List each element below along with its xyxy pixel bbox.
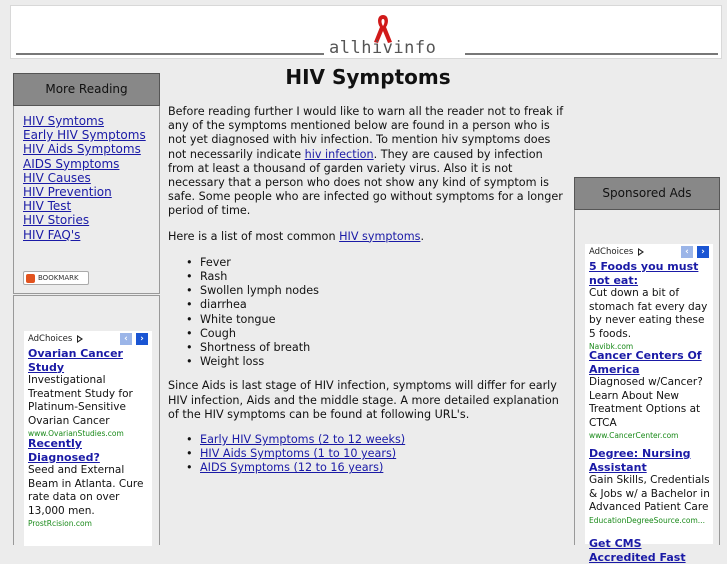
- main-content: [168, 64, 568, 476]
- sidebar-link-hiv-causes[interactable]: HIV Causes: [23, 170, 91, 185]
- adchoices-icon: [77, 335, 83, 343]
- adchoices-text: AdChoices: [28, 334, 73, 344]
- page-title: HIV Symptoms: [285, 65, 451, 89]
- ad-url[interactable]: www.CancerCenter.com: [589, 431, 679, 440]
- adchoices-text: AdChoices: [589, 247, 634, 257]
- sidebar-link-hiv-stories[interactable]: HIV Stories: [23, 213, 90, 228]
- ad-url[interactable]: Navibk.com: [589, 342, 634, 351]
- list-item: [186, 461, 568, 475]
- sponsored-ads-header: [574, 177, 720, 210]
- right-ad-unit: [585, 244, 713, 564]
- ad-prev-arrow-icon[interactable]: ‹: [120, 333, 132, 345]
- ad-description: Cut down a bit of stomach fat every day by never eating these 5 foods.: [589, 287, 708, 340]
- right-ad-item: [589, 537, 711, 564]
- list-intro-text: Here is a list of most common: [168, 229, 340, 243]
- intro-paragraph: [168, 105, 568, 219]
- right-ad-frame: [574, 210, 720, 564]
- sponsored-ads-title: Sponsored Ads: [602, 186, 692, 200]
- hiv-infection-link[interactable]: hiv infection: [304, 147, 374, 161]
- ad-title-link[interactable]: Get CMS Accredited Fast: [589, 537, 686, 564]
- ad-description: Investigational Treatment Study for Platinum-Sensitive Ovarian Cancer: [28, 374, 133, 427]
- ad-title-link[interactable]: Cancer Centers Of America: [589, 349, 702, 376]
- left-sidebar: [13, 73, 160, 545]
- sidebar-link-hiv-aids-symptoms[interactable]: HIV Aids Symptoms: [23, 142, 141, 157]
- ad-url[interactable]: www.OvarianStudies.com: [28, 429, 124, 438]
- stage-links-list: [186, 433, 568, 476]
- hiv-symptoms-link[interactable]: HIV symptoms: [339, 229, 421, 243]
- more-reading-title: More Reading: [45, 82, 128, 96]
- symptom-list: [186, 256, 568, 370]
- sidebar-link-hiv-prevention[interactable]: HIV Prevention: [23, 185, 112, 200]
- bookmark-label: BOOKMARK: [38, 274, 79, 282]
- left-ad-unit: [24, 331, 152, 546]
- sidebar-link-early-hiv-symptoms[interactable]: Early HIV Symptoms: [23, 128, 146, 143]
- ad-title-link[interactable]: 5 Foods you must not eat:: [589, 260, 699, 287]
- list-item: • Weight loss: [186, 355, 568, 369]
- ad-description: Diagnosed w/Cancer? Learn About New Treatment Options at CTCA: [589, 376, 703, 429]
- right-ad-item: [589, 447, 711, 526]
- list-intro-period: .: [420, 229, 425, 243]
- right-ad-item: [589, 349, 711, 441]
- list-item: • White tongue: [186, 313, 568, 327]
- site-header: [10, 5, 722, 59]
- ad-url[interactable]: ProstRcision.com: [28, 519, 92, 528]
- sidebar-link-hiv-faqs[interactable]: HIV FAQ's: [23, 227, 81, 242]
- intro-text-1: Before reading further I would like to warn all the reader not to freak if any of the symptoms mentioned below are found in a person who is not yet diagnosed with hiv infection. To mention hiv symptoms does not necessarily indicate: [168, 105, 564, 161]
- list-item: • Shortness of breath: [186, 341, 568, 355]
- sidebar-link-aids-symptoms[interactable]: AIDS Symptoms: [23, 156, 120, 171]
- adchoices-label[interactable]: [28, 334, 83, 344]
- logo-underline-left: [16, 53, 324, 55]
- list-item: • Cough: [186, 327, 568, 341]
- ad-next-arrow-icon[interactable]: ›: [697, 246, 709, 258]
- list-item: [186, 447, 568, 461]
- ad-title-link[interactable]: Recently Diagnosed?: [28, 437, 100, 464]
- ad-prev-arrow-icon[interactable]: ‹: [681, 246, 693, 258]
- more-reading-links: [13, 106, 160, 294]
- bookmark-button[interactable]: [23, 271, 89, 285]
- left-ad-item: [28, 347, 150, 439]
- ad-description: Gain Skills, Credentials & Jobs w/ a Bachelor in Advanced Patient Care: [589, 474, 710, 513]
- list-item: [186, 433, 568, 447]
- left-ad-item: [28, 437, 150, 529]
- bookmark-icon: [26, 274, 35, 283]
- list-item: • diarrhea: [186, 298, 568, 312]
- logo-underline-right: [465, 53, 718, 55]
- list-item: • Swollen lymph nodes: [186, 284, 568, 298]
- ad-title-link[interactable]: Ovarian Cancer Study: [28, 347, 123, 374]
- ad-description: Seed and External Beam in Atlanta. Cure rate data on over 13,000 men.: [28, 464, 144, 517]
- list-intro: [168, 230, 568, 244]
- early-hiv-symptoms-link[interactable]: Early HIV Symptoms (2 to 12 weeks): [200, 433, 406, 447]
- adchoices-label[interactable]: [589, 247, 644, 257]
- ad-title-link[interactable]: Degree: Nursing Assistant: [589, 447, 691, 474]
- right-ad-item: [589, 260, 711, 352]
- intro-text-2: . They are caused by infection from at least a thousand of garden variety virus. Also it is not necessary that a person who does not show any kind of symptom is safe. Some people who are infected go without symptoms for a longer period of time.: [168, 147, 563, 218]
- adchoices-icon: [638, 248, 644, 256]
- sidebar-link-hiv-test[interactable]: HIV Test: [23, 199, 72, 214]
- ad-next-arrow-icon[interactable]: ›: [136, 333, 148, 345]
- left-ad-frame: [13, 295, 160, 545]
- more-reading-header: [13, 73, 160, 106]
- list-item: • Rash: [186, 270, 568, 284]
- sidebar-link-hiv-symtoms[interactable]: HIV Symtoms: [23, 114, 104, 128]
- list-item: • Fever: [186, 256, 568, 270]
- ad-url[interactable]: EducationDegreeSource.com...: [589, 515, 705, 525]
- site-logo[interactable]: allhivinfo: [329, 38, 437, 58]
- hiv-aids-symptoms-link[interactable]: HIV Aids Symptoms (1 to 10 years): [200, 447, 397, 461]
- right-sidebar: [574, 177, 720, 564]
- aids-symptoms-link[interactable]: AIDS Symptoms (12 to 16 years): [200, 461, 384, 475]
- stages-paragraph: Since Aids is last stage of HIV infection, symptoms will differ for early HIV infection, Aids and the middle stage. A more detailed explanation of the HIV symptoms can be found at following URL's.: [168, 379, 559, 421]
